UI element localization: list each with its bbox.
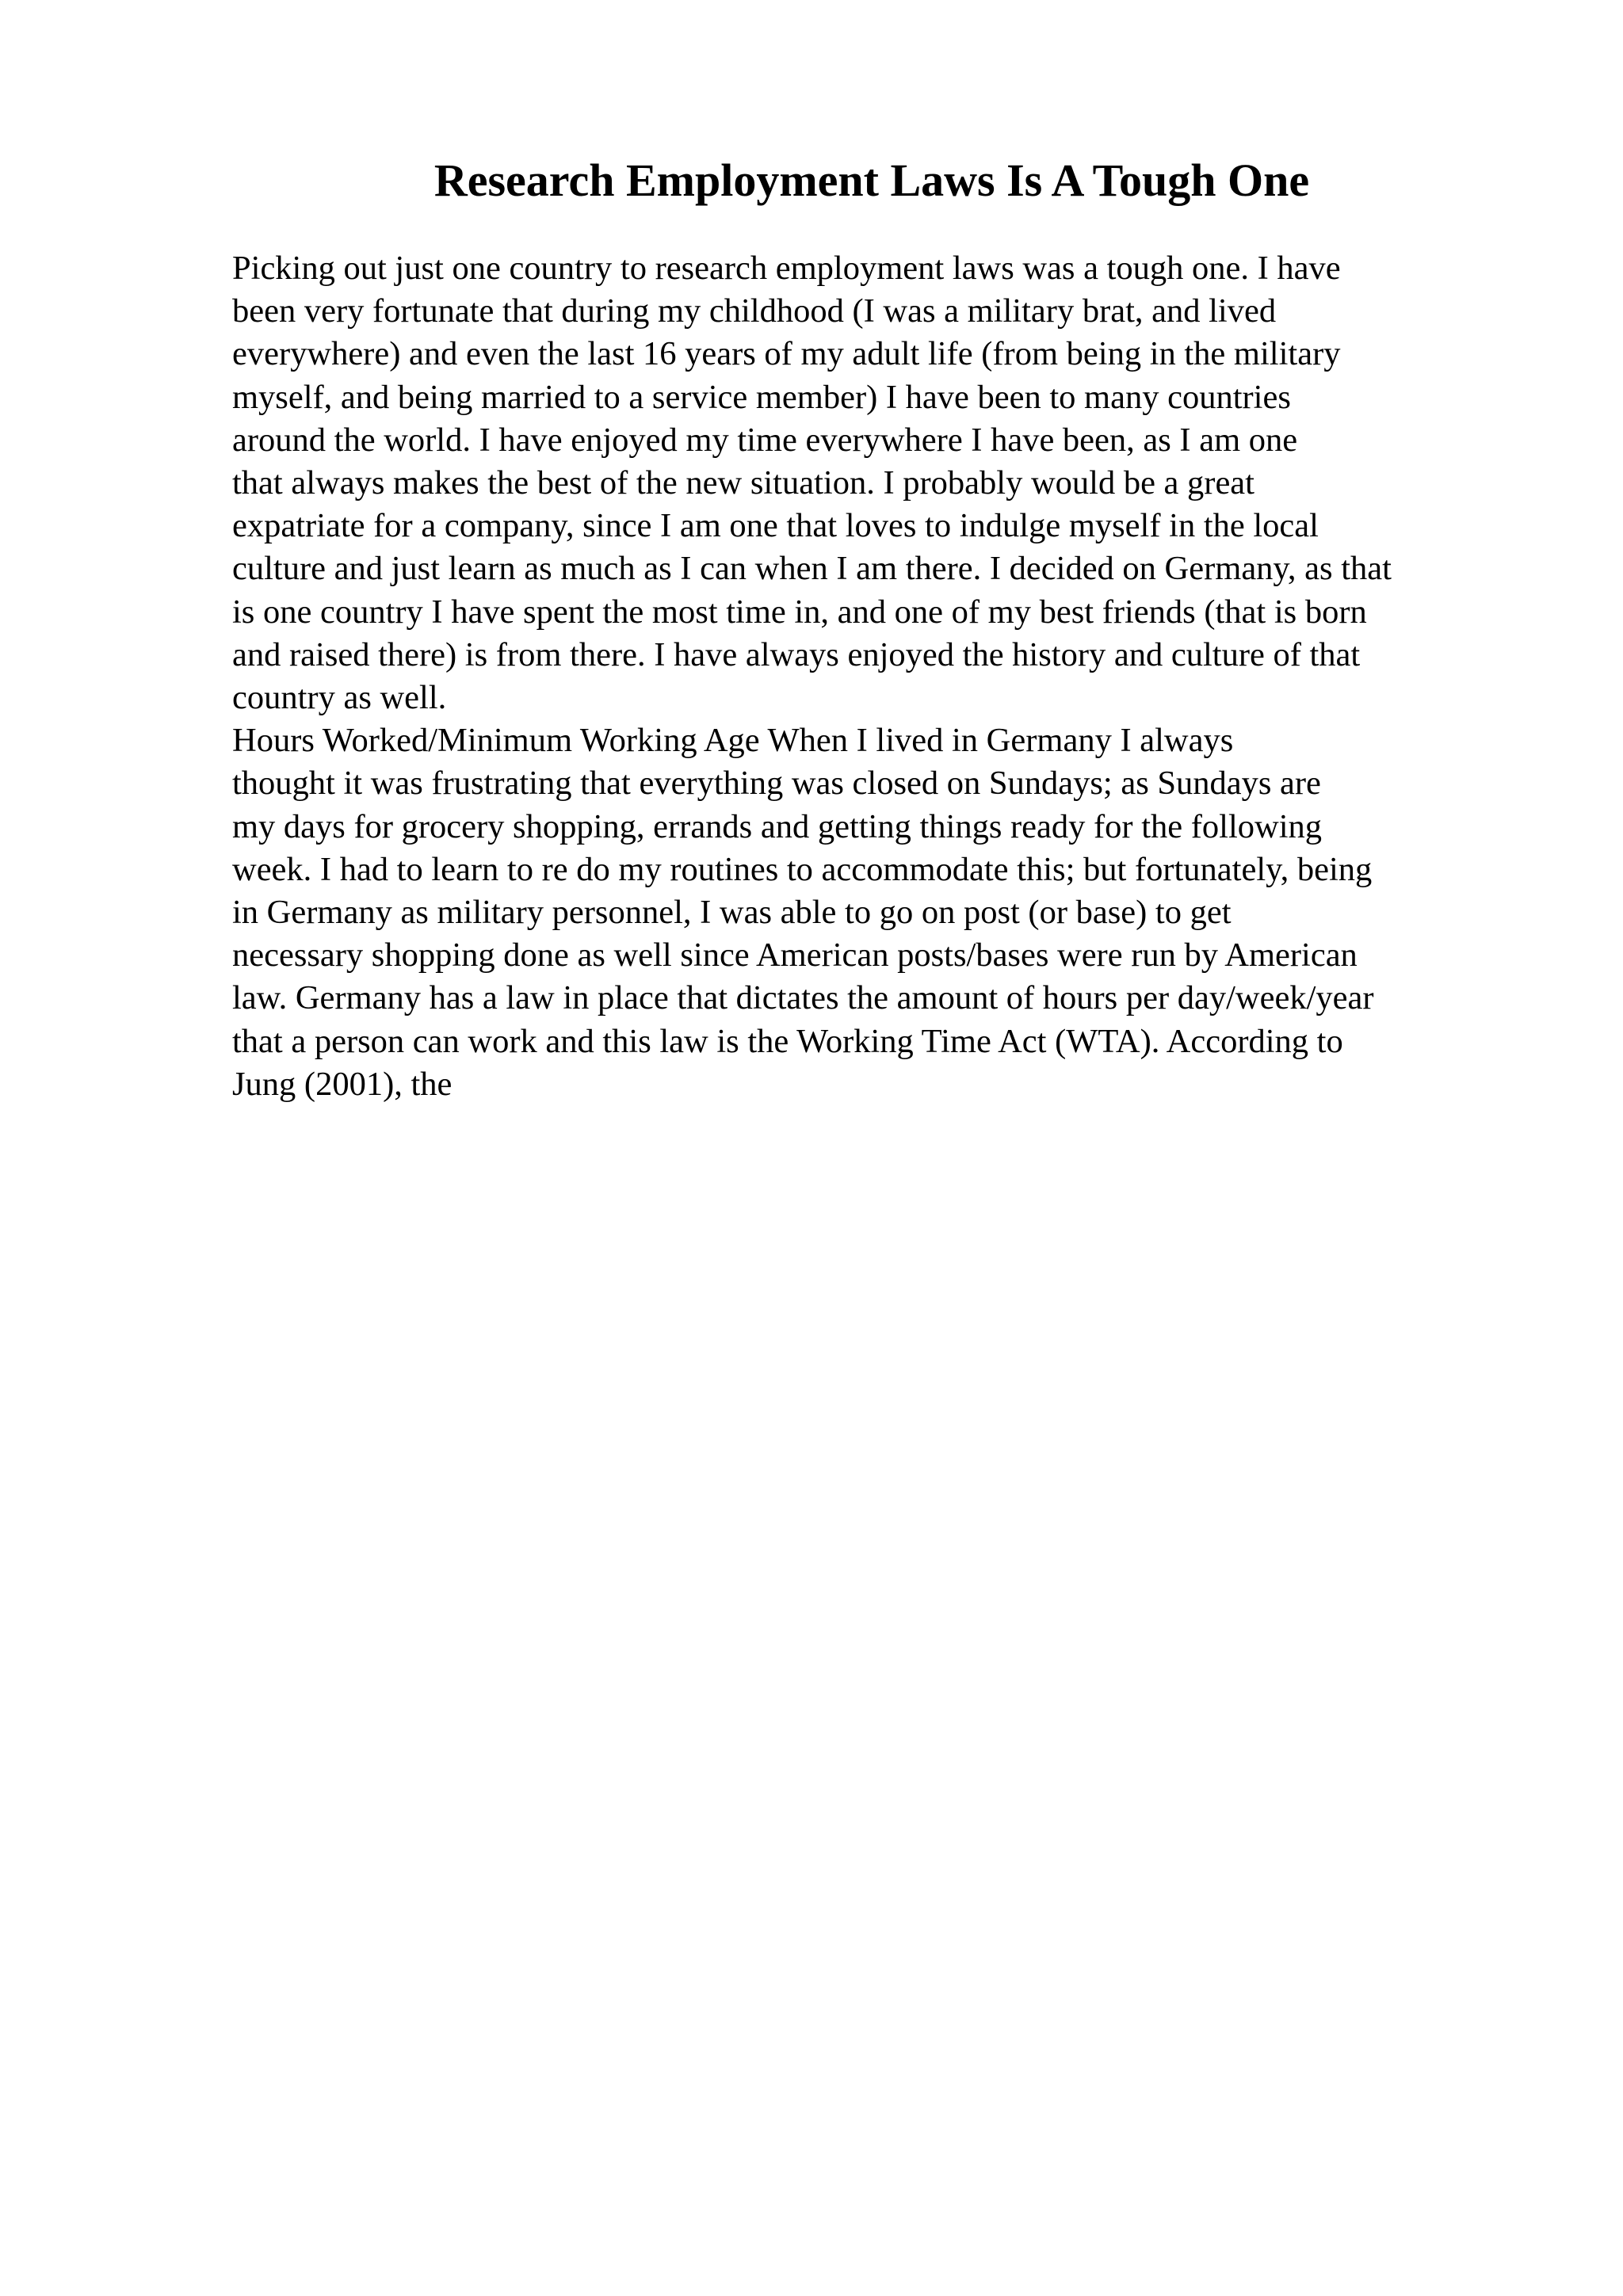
body-line: thought it was frustrating that everything was closed on Sundays; as Sundays are — [232, 765, 1321, 803]
document-title: Research Employment Laws Is A Tough One — [433, 154, 1310, 206]
body-line: is one country I have spent the most time in, and one of my best friends (that is born — [232, 593, 1367, 631]
body-line: been very fortunate that during my childhood (I was a military brat, and lived — [232, 292, 1277, 330]
body-line: culture and just learn as much as I can when I am there. I decided on Germany, as that — [232, 550, 1392, 588]
body-line: in Germany as military personnel, I was able to go on post (or base) to get — [232, 894, 1232, 932]
body-line: that always makes the best of the new situation. I probably would be a great — [232, 464, 1254, 502]
body-line: Hours Worked/Minimum Working Age When I lived in Germany I always — [232, 722, 1234, 760]
body-line: and raised there) is from there. I have always enjoyed the history and culture of that — [232, 635, 1361, 673]
document-body — [232, 247, 1623, 1106]
body-line: week. I had to learn to re do my routines to accommodate this; but fortunately, being — [232, 850, 1373, 888]
body-line: around the world. I have enjoyed my time everywhere I have been, as I am one — [232, 421, 1298, 459]
body-line: everywhere) and even the last 16 years of my adult life (from being in the military — [232, 335, 1341, 373]
body-line: Picking out just one country to research employment laws was a tough one. I have — [232, 250, 1341, 287]
body-line: Jung (2001), the — [232, 1065, 453, 1103]
body-line: myself, and being married to a service member) I have been to many countries — [232, 378, 1291, 416]
body-line: that a person can work and this law is the Working Time Act (WTA). According to — [232, 1022, 1343, 1060]
body-line: country as well. — [232, 679, 447, 717]
body-line: my days for grocery shopping, errands and getting things ready for the following — [232, 807, 1323, 845]
body-line: expatriate for a company, since I am one that loves to indulge myself in the local — [232, 507, 1319, 545]
body-line: law. Germany has a law in place that dictates the amount of hours per day/week/year — [232, 979, 1374, 1017]
body-line: necessary shopping done as well since American posts/bases were run by American — [232, 936, 1358, 974]
